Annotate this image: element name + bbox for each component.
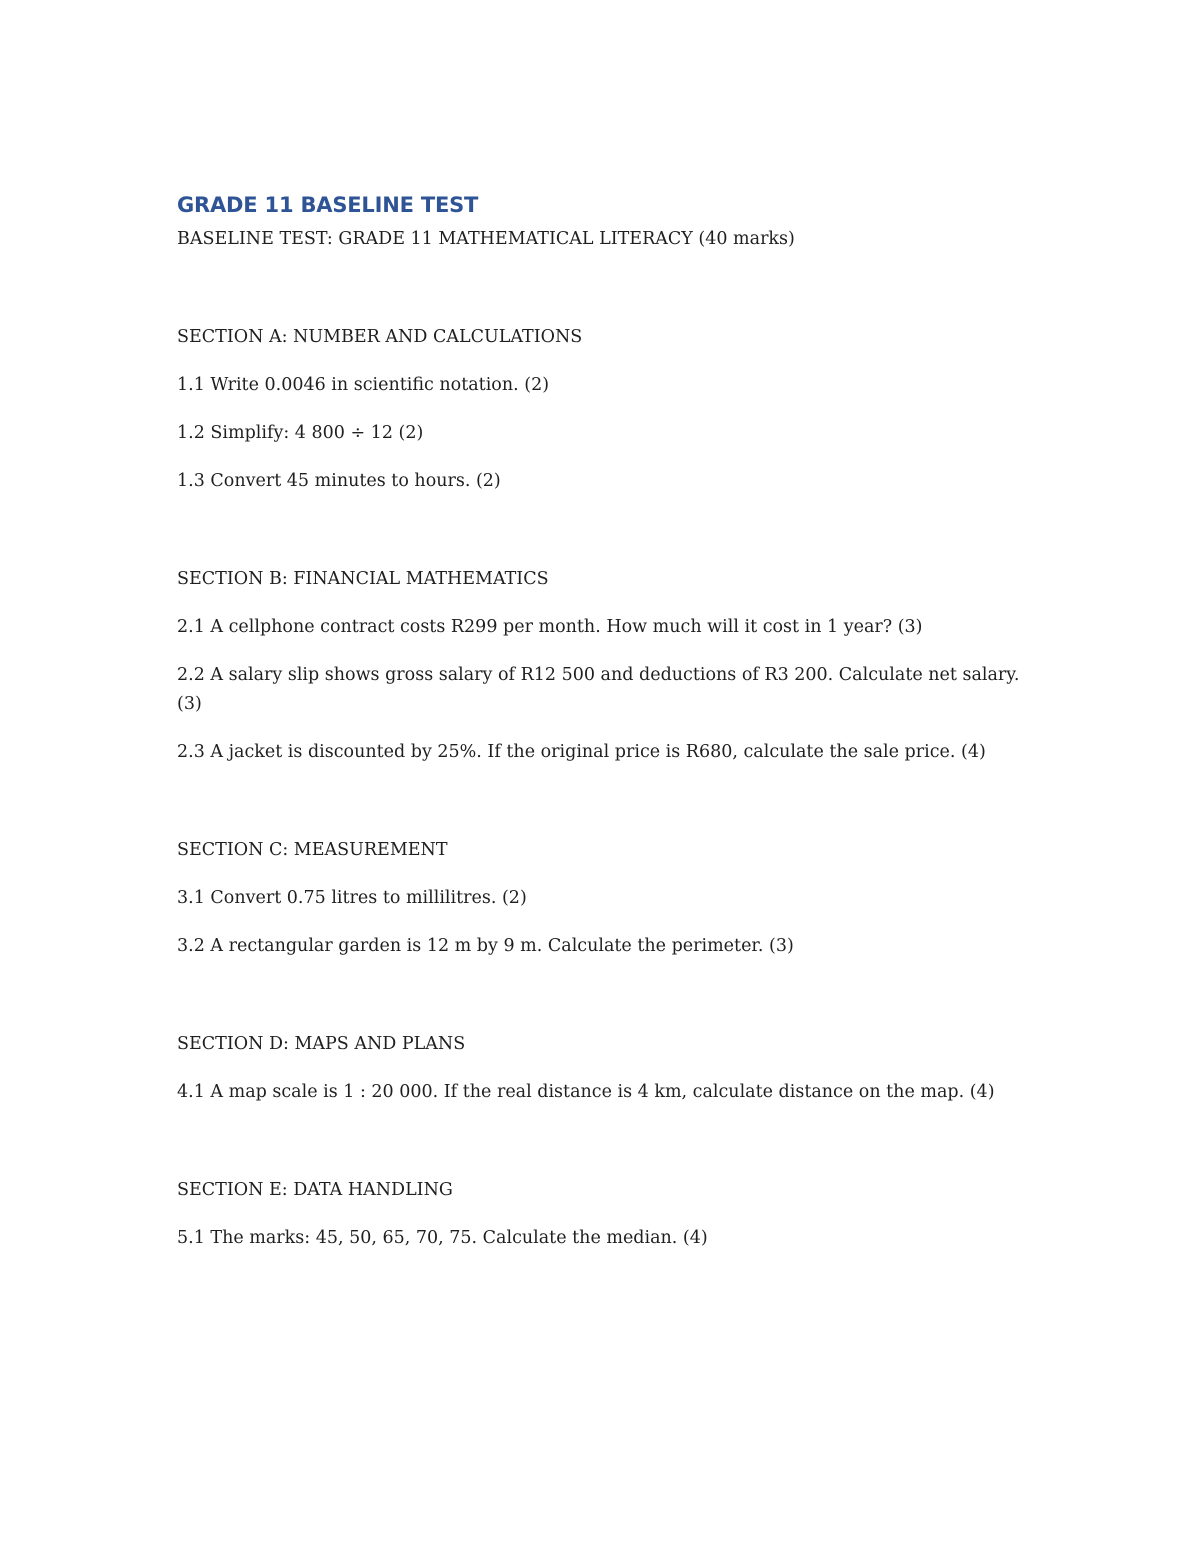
question-1-3: 1.3 Convert 45 minutes to hours. (2) [177,471,501,491]
section-heading: SECTION B: FINANCIAL MATHEMATICS [177,569,549,589]
document-subtitle: BASELINE TEST: GRADE 11 MATHEMATICAL LITERACY (40 marks) [177,229,795,249]
section-heading: SECTION C: MEASUREMENT [177,840,448,860]
section-e [177,1176,1027,1253]
question-1-1: 1.1 Write 0.0046 in scientific notation. (2) [177,375,550,395]
question-2-3: 2.3 A jacket is discounted by 25%. If the original price is R680, calculate the sale price. (4) [177,742,986,762]
section-heading: SECTION E: DATA HANDLING [177,1180,453,1200]
question-3-1: 3.1 Convert 0.75 litres to millilitres. (2) [177,888,527,908]
section-c [177,836,1027,961]
section-heading: SECTION D: MAPS AND PLANS [177,1034,466,1054]
question-4-1: 4.1 A map scale is 1 : 20 000. If the real distance is 4 km, calculate distance on the map. (4) [177,1082,995,1102]
section-heading: SECTION A: NUMBER AND CALCULATIONS [177,327,583,347]
question-2-1: 2.1 A cellphone contract costs R299 per month. How much will it cost in 1 year? (3) [177,617,923,637]
section-d [177,1030,1027,1107]
section-b [177,565,1027,767]
question-2-2: 2.2 A salary slip shows gross salary of R12 500 and deductions of R3 200. Calculate net salary. (3) [177,665,1020,714]
question-5-1: 5.1 The marks: 45, 50, 65, 70, 75. Calculate the median. (4) [177,1228,708,1248]
document-body [177,190,1027,1253]
section-a [177,323,1027,496]
question-3-2: 3.2 A rectangular garden is 12 m by 9 m. Calculate the perimeter. (3) [177,936,794,956]
question-1-2: 1.2 Simplify: 4 800 ÷ 12 (2) [177,423,424,443]
document-title: GRADE 11 BASELINE TEST [177,193,479,217]
